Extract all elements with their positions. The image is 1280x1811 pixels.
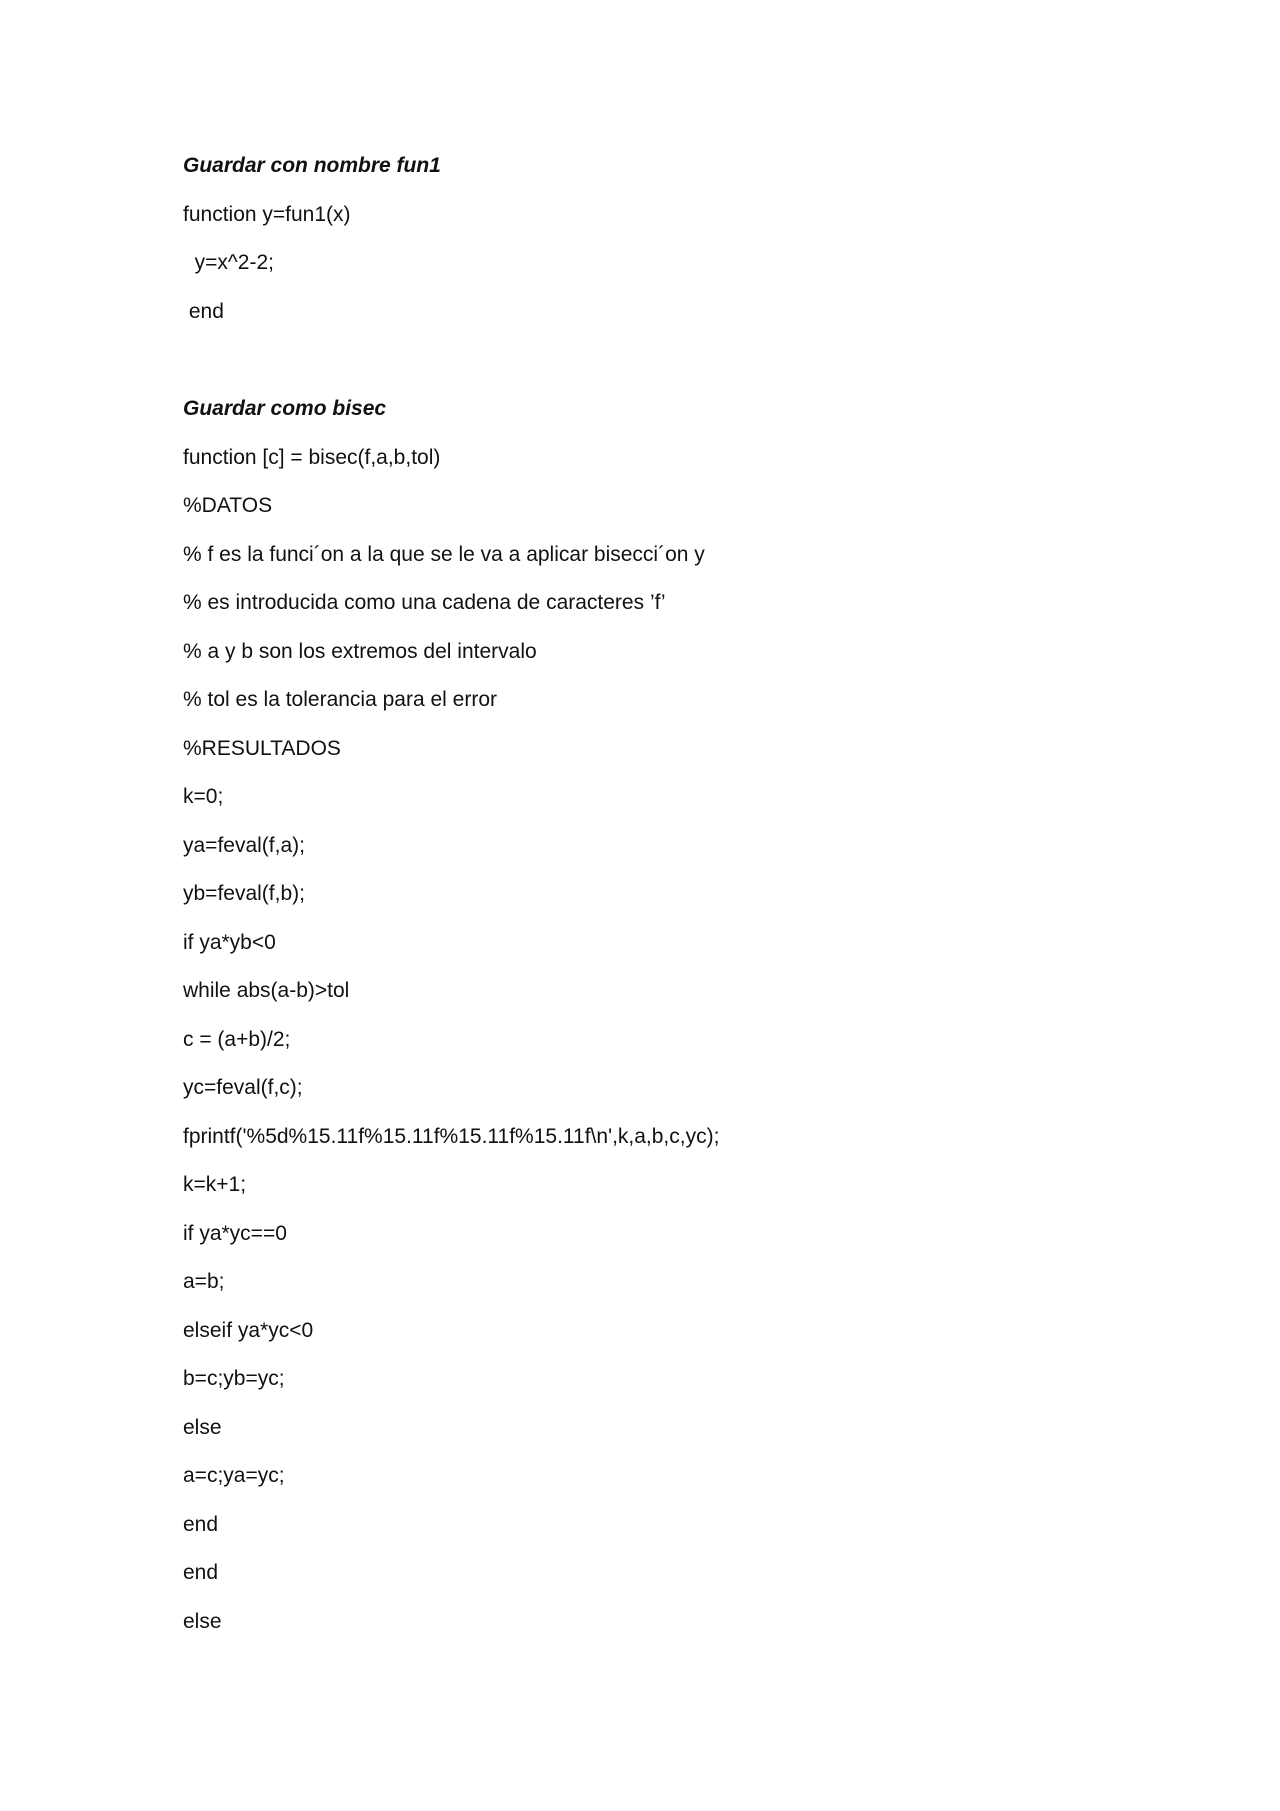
code-line: a=b; (183, 1270, 225, 1293)
code-line: fprintf('%5d%15.11f%15.11f%15.11f%15.11f\n',k,a,b,c,yc); (183, 1125, 720, 1148)
code-line: end (183, 1561, 219, 1584)
code-line: %RESULTADOS (183, 737, 341, 760)
code-line: elseif ya*yc<0 (183, 1319, 314, 1342)
code-line: end (183, 300, 224, 323)
code-line: else (183, 1610, 222, 1633)
code-line: b=c;yb=yc; (183, 1367, 285, 1390)
code-line: function [c] = bisec(f,a,b,tol) (183, 446, 441, 469)
code-line: %DATOS (183, 494, 273, 517)
code-line: if ya*yc==0 (183, 1222, 287, 1245)
code-line: % f es la funci´on a la que se le va a aplicar bisecci´on y (183, 543, 705, 566)
code-line: yb=feval(f,b); (183, 882, 305, 905)
section-heading-bisec: Guardar como bisec (183, 397, 387, 420)
code-line: k=k+1; (183, 1173, 247, 1196)
code-line: a=c;ya=yc; (183, 1464, 285, 1487)
code-line: % es introducida como una cadena de caracteres ’f’ (183, 591, 666, 614)
code-line: else (183, 1416, 222, 1439)
code-line: c = (a+b)/2; (183, 1028, 291, 1051)
code-line: while abs(a-b)>tol (183, 979, 350, 1002)
code-line: % tol es la tolerancia para el error (183, 688, 497, 711)
code-line: function y=fun1(x) (183, 203, 351, 226)
code-line: end (183, 1513, 219, 1536)
code-line: y=x^2-2; (183, 251, 274, 274)
code-line: if ya*yb<0 (183, 931, 276, 954)
section-heading-fun1: Guardar con nombre fun1 (183, 154, 441, 177)
code-line: % a y b son los extremos del intervalo (183, 640, 537, 663)
code-line: k=0; (183, 785, 224, 808)
code-line: yc=feval(f,c); (183, 1076, 303, 1099)
code-line: ya=feval(f,a); (183, 834, 305, 857)
